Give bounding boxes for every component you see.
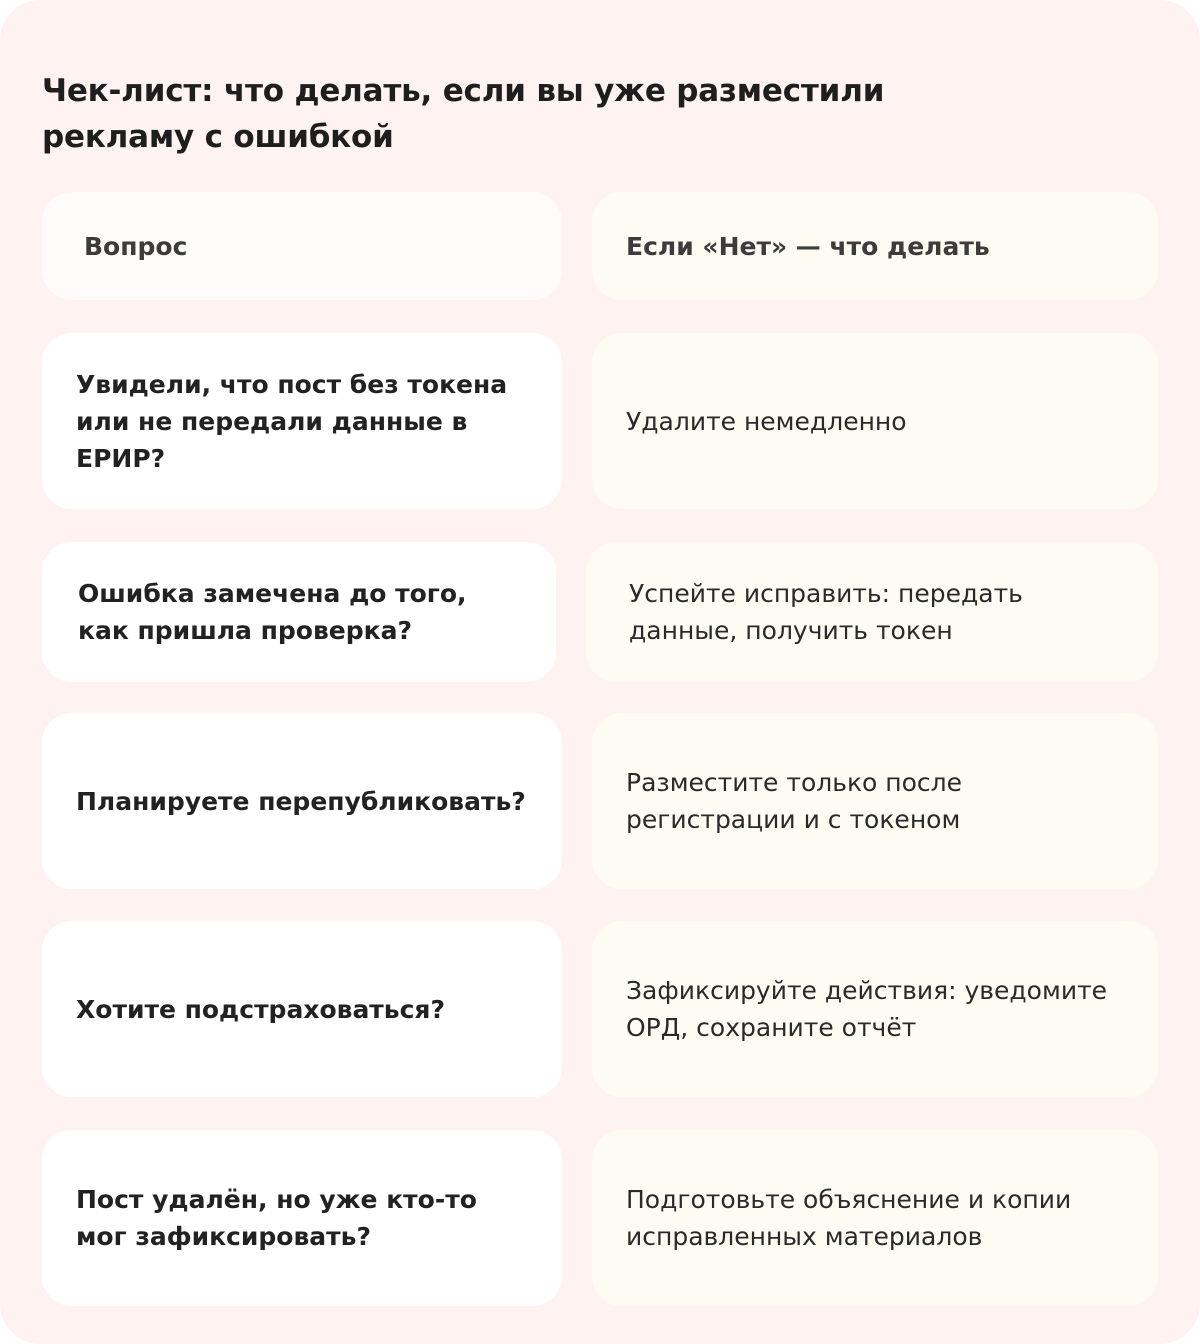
table-header-question bbox=[42, 192, 562, 300]
question-text: Планируете перепубликовать? bbox=[76, 786, 526, 816]
table-row-question bbox=[42, 1130, 562, 1306]
header-action-label: Если «Нет» — что делать bbox=[626, 231, 990, 261]
table-row-question bbox=[42, 713, 562, 889]
page-title: Чек-лист: что делать, если вы уже разместили рекламу с ошибкой bbox=[42, 73, 885, 155]
question-text: Пост удалён, но уже кто-то мог зафиксировать? bbox=[76, 1185, 477, 1251]
table-row-action bbox=[592, 333, 1158, 509]
table-row-action bbox=[586, 542, 1158, 682]
action-text: Разместите только после регистрации и с токеном bbox=[626, 768, 963, 834]
table-row-action bbox=[592, 713, 1158, 889]
question-text: Хотите подстраховаться? bbox=[76, 994, 445, 1024]
question-text: Увидели, что пост без токена или не передали данные в ЕРИР? bbox=[76, 369, 508, 473]
table-row-question bbox=[42, 542, 556, 682]
table-row-question bbox=[42, 921, 562, 1097]
action-text: Успейте исправить: передать данные, получить токен bbox=[629, 579, 1023, 645]
table-row-action bbox=[592, 1130, 1158, 1306]
table-row-action bbox=[592, 921, 1158, 1097]
header-question-label: Вопрос bbox=[84, 231, 188, 261]
action-text: Удалите немедленно bbox=[626, 406, 907, 436]
table-header-action bbox=[592, 192, 1158, 300]
action-text: Подготовьте объяснение и копии исправленных материалов bbox=[626, 1185, 1072, 1251]
question-text: Ошибка замечена до того, как пришла проверка? bbox=[78, 579, 467, 645]
action-text: Зафиксируйте действия: уведомите ОРД, сохраните отчёт bbox=[626, 976, 1108, 1042]
table-row-question bbox=[42, 333, 562, 509]
